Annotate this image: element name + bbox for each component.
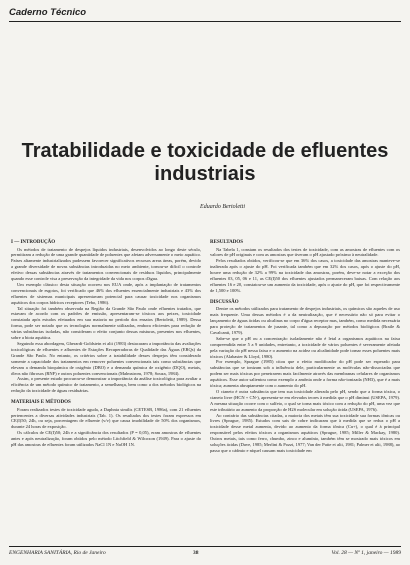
methods-heading: MATERIAIS E MÉTODOS <box>11 400 71 406</box>
author-name: Eduardo Bertoletti <box>200 204 245 210</box>
paragraph: Os cálculos de CE(I)50; 24h e a significância dos resultados (P = 0,05), eram amostras de efluentes antes e após neutralização, foram obtidos pelo método Litchfield & Wilcoxon (1949). Para o ajuste do pH das amostras de efluentes foram utilizados NaCl 1N e NaOH 1N. <box>11 430 201 448</box>
section-label: Caderno Técnico <box>9 7 87 18</box>
introduction-heading: I — INTRODUÇÃO <box>11 240 56 245</box>
right-column <box>210 240 400 454</box>
title-line-1: Tratabilidade e toxicidade de efluentes <box>21 140 389 162</box>
paragraph: Na Tabela 1, constam os resultados dos testes de toxicidade, com as amostras de efluentes com os valores de pH originais e com as amostras que tiveram o pH ajustado próximo à neutralidade. <box>210 246 400 258</box>
paragraph: Foram realizados testes de toxicidade aguda, a Daphnia similis (CETESB, 1986a), com 21 efluentes pertencentes a diversas atividades industriais (Tab. 1). Os resultados dos testes foram expressos em CE(I)50; 24h, ou seja, porcentagem de efluente (v/v) que causa imobilidade de 50% dos organismos, durante 24 horas de exposição. <box>11 406 201 430</box>
paragraph: Ao contrário das substâncias citadas, a maioria dos metais têm sua toxicidade sua formas iônicas ou livres (Sprague, 1985). Estudos com sais de cobre indicaram que à medida que se reduz o pH a toxicidade desse metal aumenta, devido ao aumento da forma iônica (Cu+), o qual é à principal responsável pelos efeitos tóxicos a organismos aquáticos (Sprague, 1985; Miller & Mackay, 1980). Outros metais, tais como ferro, chumbo, zinco e alumínio, também têm se mostrado mais tóxicos em soluções ácidas (Dave, 1985; Merlini & Pozzi, 1977; Van der Putte et alii, 1981; Palmer et alii, 1988), ao passo que o cádmio e níquel causam mais toxicidade em <box>210 412 400 453</box>
footer-rule <box>9 546 401 547</box>
discussion-heading: DISCUSSÃO <box>210 299 239 305</box>
title-line-2: industriais <box>154 163 256 185</box>
paragraph: Seguindo essa abordagem, Gherardi-Goldstein et alii (1983) destacaram a importância das avaliações toxicológicas de efluentes e afluentes de Estações Recuperadoras de Qualidade das Águas (ERQs) da Grande São Paulo. No entanto, os critérios sobre a tratabilidade desses despejos têm considerado somente a capacidade dos tratamentos em remover poluentes convencionais tais como substâncias que elevam a demanda bioquímica de oxigênio (DBO) e a demanda química de oxigênio (DQO), metais, óleos não fibrosos (RNF) e outros poluentes convencionais (Malmstrom, 1978; Souza, 1984). <box>11 341 201 376</box>
page-number: 38 <box>193 550 199 556</box>
paragraph: Por exemplo, Sprague (1985) citou que o efeito modificador do pH pode ser esperado para substâncias que se ionizam sob a influência dele, particularmente as moléculas não-dissociadas que podem ser mais tóxicas por penetrarem mais facilmente através das membranas celulares de organismos aquáticos. Esse autor salientou como exemplo a amônia onde a forma não-ionizada (NH3), que é a mais tóxica; aumenta abruptamente com o aumento do pH. <box>210 359 400 389</box>
paragraph: Um exemplo clássico desta situação ocorreu nos EUA onde, após a implantação de tratamentos convencionais de esgotos, foi verificado que 46% dos efluentes essencialmente industriais e 43% dos efluentes de sistemas municipais apresentavam potencial para causar toxicidade nos organismos aquáticos dos corpos hídricos receptores (Tebo, 1986). <box>11 281 201 305</box>
paragraph: Pelos resultados obtidos, verificou-se que em 36% dos casos, a toxicidade das amostras manteve-se inalterada após o ajuste do pH. Foi verificada também que em 32% dos casos, após o ajuste do pH, houve uma redução de 32% a 99% na toxicidade das amostras, porém, deve-se notar a exceção dos efluentes 03, 05, 06 e 11, as CE(I)50 dos efluentes ajustados permaneceram baixas. Com relação aos efluentes 16 e 20, constatou-se um aumento da toxicidade, após o ajuste do pH, que foi respectivamente de 1,500 e 100%. <box>210 258 400 293</box>
footer-journal: ENGENHARIA SANITÁRIA, Rio de Janeiro <box>9 550 106 556</box>
paragraph: O cianeto é outra substância que tem sua toxicidade alterada pelo pH, sendo que a forma tóxica, o cianeto livre (HCN + CN-), apresenta-se em elevados teores à medida que o pH diminui (USEPA, 1979). A mesma situação ocorre com o sulfeto, o qual se torna mais tóxico com a redução do pH, uma vez que este tributário ao aumento da proporção de H2S molecular em solução ácida (USEPA, 1976). <box>210 388 400 412</box>
footer-volume: Vol. 28 — Nº 1, janeiro — 1989 <box>331 550 401 556</box>
header-rule <box>9 21 401 22</box>
article-title <box>20 140 390 186</box>
paragraph: Os métodos de tratamento de despejos líquidos industriais, desenvolvidos ao longo deste século, permitiram a redução de uma grande quantidade de poluentes que afetam adversamente o meio aquático. Países altamente industrializados pudessem favorecer significativos recursos areas áreas, porém, devido a grande diversidade de novas substâncias introduzidas no meio ambiente, tornou-se difícil o controle efetivo dessas substâncias através de tratamentos convencionais de resíduos líquidos, principalmente quando esse controle visa a preservação da integridade da vida nos corpos d'água. <box>11 246 201 282</box>
paragraph: Tal situação foi também observada na Região da Grande São Paulo onde efluentes tratados, que estavam de acordo com os padrões de emissão, apresentaram-se tóxicos aos peixes, toxicidade constatada após estudos efetuados em sua maioria no período dos ensaios (Bertoletti, 1989). Dessa forma, pode ser notado que os tecnologias normalmente utilizadas, embora eficientes para redução de várias substâncias isoladas, não consideram o efeito conjunto dessas misturas, presentes nos efluentes, sobre a biota aquática. <box>11 305 201 341</box>
paragraph: Assim, o presente estudo procurou-se demonstrar a importância da análise toxicológica para avaliar a eficiência de um método químico de tratamento, a semelhança, bem como a dos métodos biológicos na redução da toxicidade de águas residuárias. <box>11 376 201 394</box>
paragraph: Sabe-se que o pH ou a concentração isoladamente não é letal a organismos aquáticos na faixa compreendida entre 5 a 9 unidades, entretanto, a toxicidade de vários poluentes é severamente afetada pela variação do pH nessa faixa e o aumento na acidez ou alcalinidade pode tornar esses poluentes mais tóxicos (Alabaster & Lloyd, 1980). <box>210 335 400 359</box>
left-column <box>11 240 201 448</box>
paragraph: Dentre os métodos utilizados para tratamento de despejos industriais, os químicos são aqueles de uso mais frequente. Uma dessas métodos é a da neutralização, que é necessário não só para evitar o lançamento de águas ácidas ou alcalinas no corpo d'água receptor mas, também, como medida necessária para proteção de tratamentos de jusante, tal como a depuração por métodos biológicos (Braile & Cavalcanti, 1979). <box>210 306 400 335</box>
results-heading: RESULTADOS <box>210 240 244 245</box>
